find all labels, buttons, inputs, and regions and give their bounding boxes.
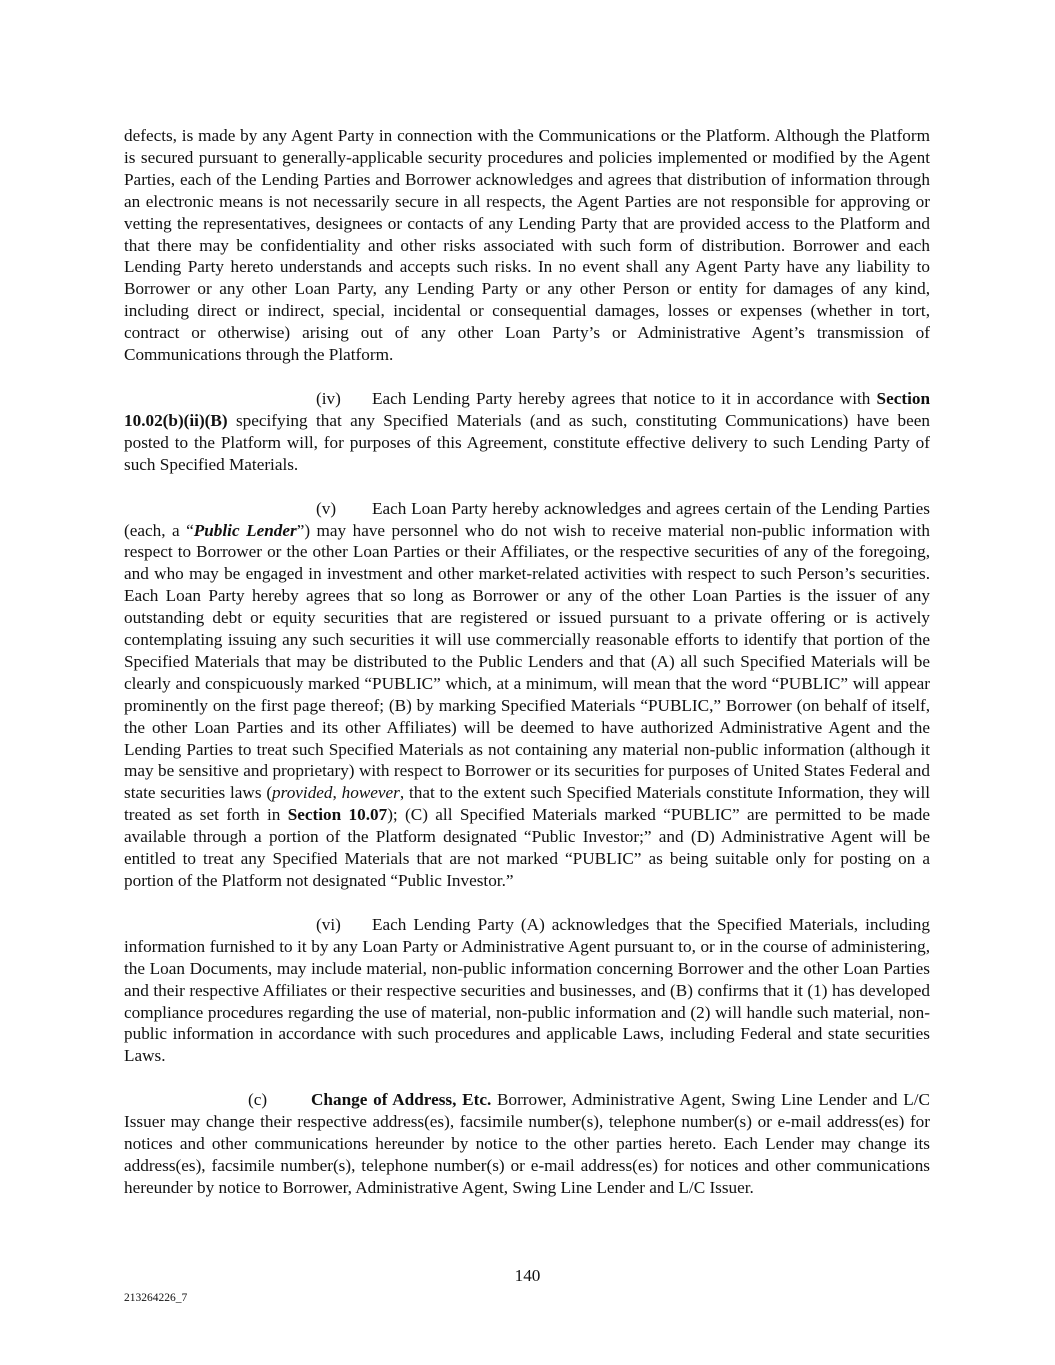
section-reference: Section 10.07	[287, 805, 388, 825]
paragraph-text: ); (C) all Specified Materials marked “PUBLIC” are permitted to be made available through a portion of the Platform designated “Public Investor;” and (D) Administrative Agent will be entitled to treat any Specified Materials that are not marked “PUBLIC” as being suitable only for posting on a portion of the Platform not designated “Public Investor.”	[124, 805, 930, 890]
paragraph-text: defects, is made by any Agent Party in connection with the Communications or the Platform. Although the Platform is secured pursuant to generally-applicable security procedures and policies implemented or modified by the Agent Parties, each of the Lending Parties and Borrower acknowledges and agrees that distribution of information through an electronic means is not necessarily secure in all respects, the Agent Parties are not responsible for approving or vetting the representatives, designees or contacts of any Lending Party that are provided access to the Platform and that there may be confidentiality and other risks associated with such form of distribution. Borrower and each Lending Party hereto understands and accepts such risks. In no event shall any Agent Party have any liability to Borrower or any other Loan Party, any Lending Party or any other Person or entity for damages of any kind, including direct or indirect, special, incidental or consequential damages, losses or expenses (whether in tort, contract or otherwise) arising out of any other Loan Party’s or Administrative Agent’s transmission of Communications through the Platform.	[124, 126, 930, 365]
paragraph-continuation	[124, 125, 930, 366]
clause-number: (v)	[316, 498, 337, 518]
paragraph-text: Each Loan Party hereby acknowledges and agrees certain of the Lending Parties (each, a “	[124, 498, 930, 540]
paragraph-text: , that to the extent such Specified Materials constitute Information, they will treated as set forth in	[124, 783, 930, 825]
clause-number: (iv)	[316, 388, 341, 408]
paragraph-text: Each Lending Party (A) acknowledges that the Specified Materials, including information furnished to it by any Loan Party or Administrative Agent pursuant to, or in the course of administering, the Loan Documents, may include material, non-public information concerning Borrower and the other Loan Parties and their respective Affiliates or their respective securities and businesses, and (B) confirms that it (1) has developed compliance procedures regarding the use of material, non-public information and (2) will handle such material, non-public information in accordance with such procedures and applicable Laws, including Federal and state securities Laws.	[124, 914, 930, 1066]
page-number: 140	[514, 1266, 541, 1285]
paragraph-iv	[124, 388, 930, 476]
paragraph-text: Borrower, Administrative Agent, Swing Line Lender and L/C Issuer may change their respective address(es), facsimile number(s), telephone number(s) or e-mail address(es) for notices and other communications hereunder by notice to the other parties hereto. Each Lender may change its address(es), facsimile number(s), telephone number(s) or e-mail address(es) for notices and other communications hereunder by notice to Borrower, Administrative Agent, Swing Line Lender and L/C Issuer.	[124, 1090, 930, 1197]
paragraph-v	[124, 498, 930, 892]
section-reference: Section 10.02(b)(ii)(B)	[124, 388, 930, 430]
paragraph-text: specifying that any Specified Materials (and as such, constituting Communications) have been posted to the Platform will, for purposes of this Agreement, constitute effective delivery to such Lending Party of such Specified Materials.	[124, 410, 930, 474]
section-heading: Change of Address, Etc.	[311, 1090, 492, 1110]
paragraph-text: Each Lending Party hereby agrees that notice to it in accordance with	[372, 388, 877, 408]
paragraph-text: ,	[332, 783, 342, 803]
document-body	[124, 125, 930, 1221]
paragraph-c	[124, 1089, 930, 1199]
clause-number: (vi)	[316, 914, 341, 934]
paragraph-vi	[124, 914, 930, 1067]
clause-number: (c)	[248, 1090, 268, 1110]
italic-term-however: however	[341, 783, 400, 803]
italic-term-provided: provided	[272, 783, 333, 803]
paragraph-text: ”) may have personnel who do not wish to receive material non-public information with respect to Borrower or the other Loan Parties or their Affiliates, or the respective securities of any of the foregoing, and who may be engaged in investment and other market-related activities with respect to such Person’s securities. Each Loan Party hereby agrees that so long as Borrower or any of the other Loan Parties is the issuer of any outstanding debt or equity securities that are registered or issued pursuant to a private offering or is actively contemplating issuing any such securities it will use commercially reasonable efforts to identify that portion of the Specified Materials that may be distributed to the Public Lenders and that (A) all such Specified Materials will be clearly and conspicuously marked “PUBLIC” which, at a minimum, will mean that the word “PUBLIC” will appear prominently on the first page thereof; (B) by marking Specified Materials “PUBLIC,” Borrower (on behalf of itself, the other Loan Parties and its other Affiliates) will be deemed to have authorized Administrative Agent and the Lending Parties to treat such Specified Materials as not containing any material non-public information (although it may be sensitive and proprietary) with respect to Borrower or its securities for purposes of United States Federal and state securities laws (	[124, 520, 930, 803]
document-id: 213264226_7	[124, 1292, 188, 1304]
defined-term: Public Lender	[193, 520, 297, 540]
